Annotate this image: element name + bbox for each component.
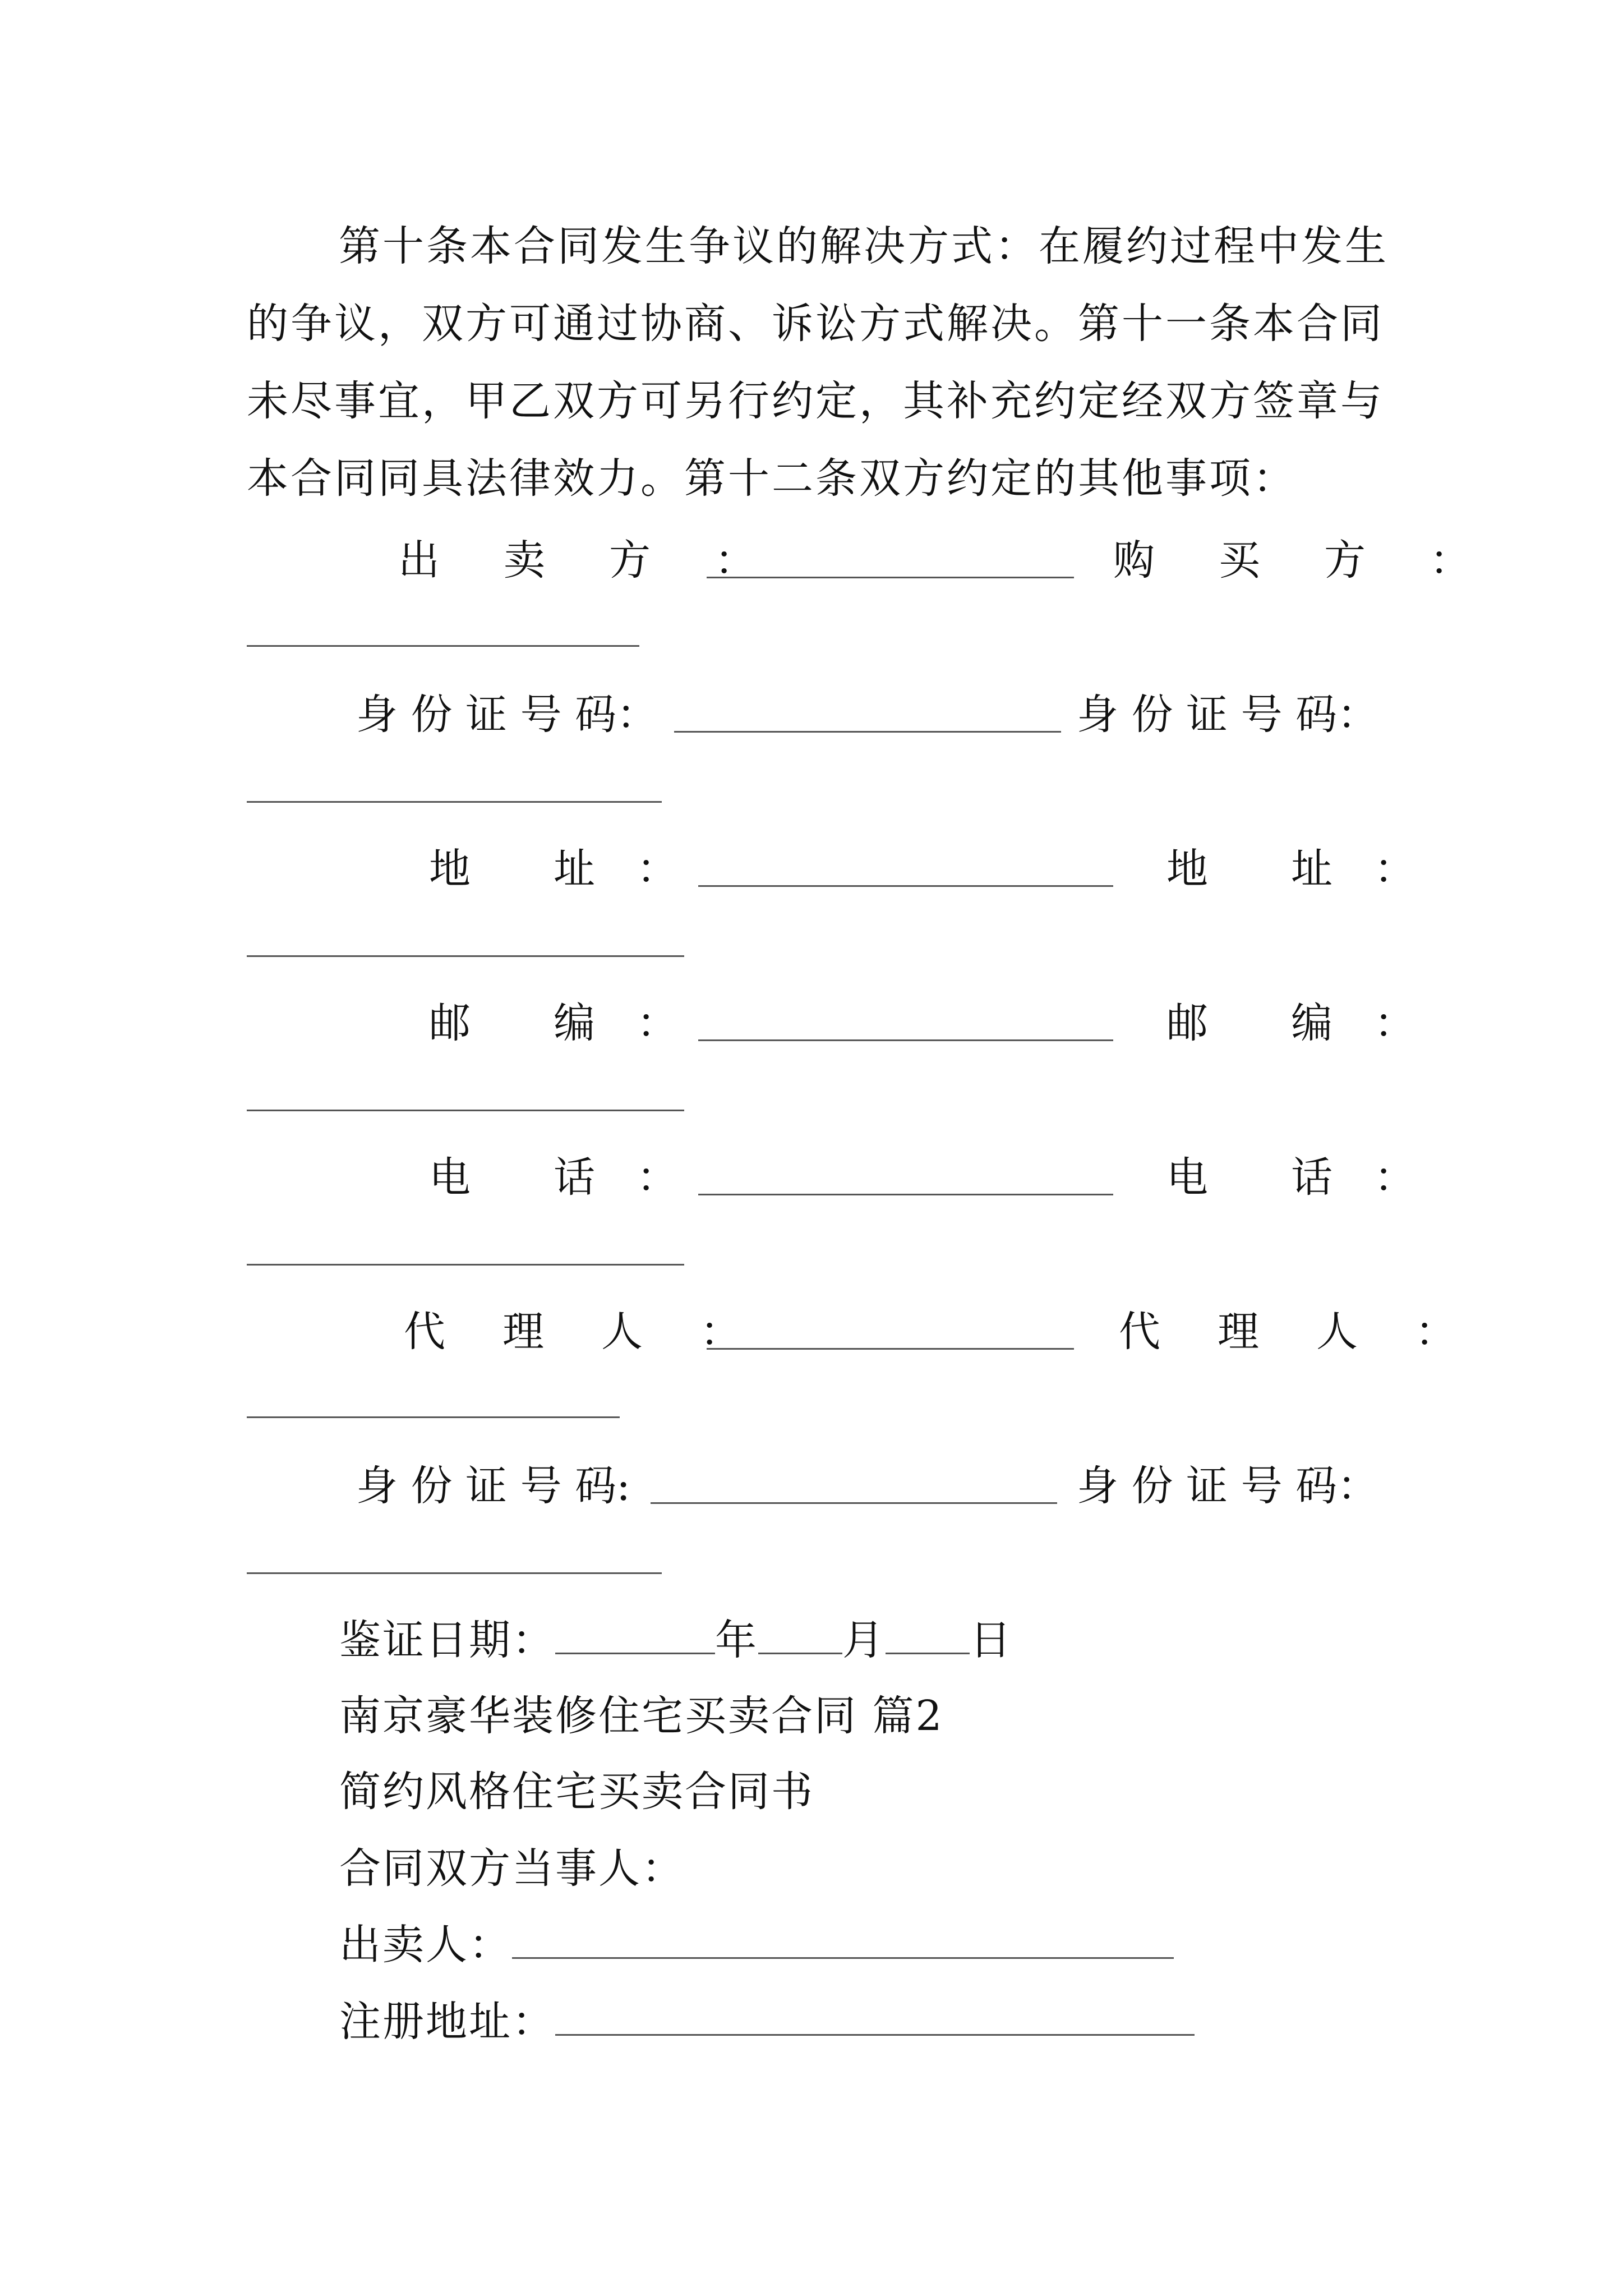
seller-name-blank	[512, 1920, 1174, 1959]
signature-row-postcode	[247, 990, 1415, 1057]
seller-agent-id-blank	[651, 1502, 1057, 1504]
seller-line	[339, 1912, 1174, 1971]
seller-address-blank	[698, 885, 1113, 887]
month-label: 月	[842, 1616, 886, 1664]
seller-phone-blank	[698, 1194, 1113, 1195]
signature-row-address	[247, 836, 1415, 903]
date-label: 鉴证日期：	[339, 1616, 555, 1664]
year-blank	[555, 1616, 715, 1654]
buyer-id-label: 身 份 证 号 码：	[1077, 691, 1379, 739]
day-blank	[886, 1616, 970, 1654]
section-title: 南京豪华装修住宅买卖合同 篇2	[339, 1692, 944, 1740]
signature-row-agent	[247, 1299, 1464, 1366]
buyer-phone-label: 电 话 ：	[1166, 1153, 1415, 1202]
buyer-agent-id-label: 身 份 证 号 码：	[1077, 1462, 1379, 1510]
signature-row-seller	[247, 527, 1482, 595]
buyer-agent-id-blank	[247, 1572, 662, 1574]
buyer-blank	[247, 645, 639, 647]
seller-postcode-blank	[698, 1039, 1113, 1041]
verification-date-line	[339, 1607, 1013, 1667]
buyer-agent-blank	[247, 1416, 620, 1418]
address-line	[339, 1989, 1195, 2048]
seller-blank	[707, 577, 1074, 578]
seller-agent-label: 代 理 人 ：	[404, 1308, 749, 1356]
day-label: 日	[970, 1616, 1013, 1664]
parties-heading: 合同双方当事人：	[339, 1844, 685, 1893]
document-title: 简约风格住宅买卖合同书	[339, 1768, 814, 1816]
seller-postcode-label: 邮 编 ：	[429, 999, 678, 1047]
buyer-address-blank	[247, 955, 684, 957]
signature-row-phone	[247, 1144, 1415, 1212]
seller-address-label: 地 址 ：	[429, 845, 678, 893]
contract-clause-paragraph: 第十条本合同发生争议的解决方式：在履约过程中发生的争议，双方可通过协商、诉讼方式解决。第十一条本合同未尽事宜，甲乙双方可另行约定，其补充约定经双方签章与本合同同具法律效力。第十二条双方约定的其他事项：	[247, 222, 1389, 503]
seller-agent-id-label: 身 份 证 号 码:	[356, 1462, 631, 1510]
seller-id-label: 身 份 证 号 码：	[356, 691, 658, 739]
seller-agent-blank	[707, 1348, 1074, 1350]
registered-address-blank	[555, 1997, 1195, 2036]
buyer-address-label: 地 址 ：	[1166, 845, 1415, 893]
buyer-postcode-label: 邮 编 ：	[1166, 999, 1415, 1047]
registered-address-label: 注册地址：	[339, 1998, 555, 2046]
seller-phone-label: 电 话 ：	[429, 1153, 678, 1202]
month-blank	[758, 1616, 842, 1654]
buyer-postcode-blank	[247, 1110, 684, 1111]
year-label: 年	[715, 1616, 758, 1664]
buyer-label: 购 买 方 ：	[1113, 536, 1482, 585]
signature-row-agent-id	[247, 1453, 1391, 1520]
buyer-agent-label: 代 理 人 ：	[1119, 1308, 1464, 1356]
signature-row-id	[247, 682, 1391, 749]
seller-label: 出 卖 方 ：	[398, 536, 767, 585]
buyer-id-blank	[247, 801, 662, 803]
buyer-phone-blank	[247, 1264, 684, 1266]
seller-id-blank	[674, 731, 1061, 733]
seller-name-label: 出卖人：	[339, 1921, 512, 1969]
